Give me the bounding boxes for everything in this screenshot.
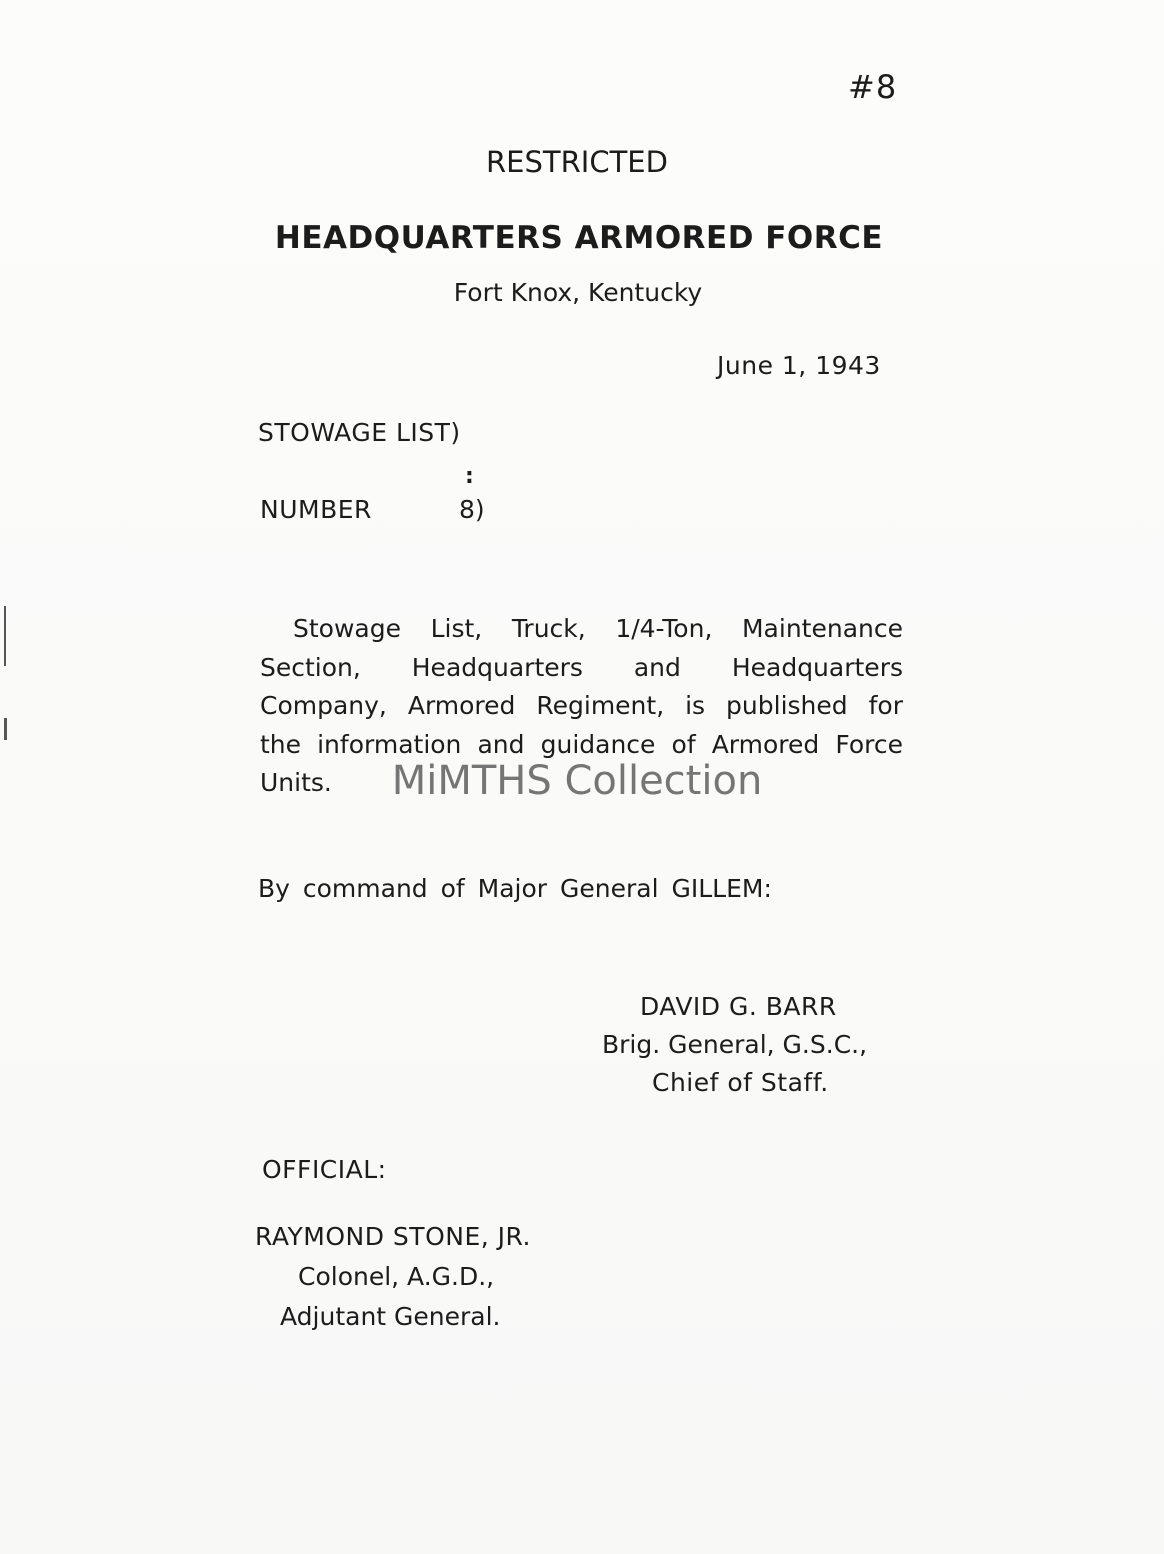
official-name: RAYMOND STONE, JR.: [255, 1222, 531, 1251]
page-number: #8: [848, 68, 898, 106]
signatory-title: Chief of Staff.: [652, 1068, 829, 1097]
stowage-list-label: STOWAGE LIST): [258, 418, 461, 447]
command-line: By command of Major General GILLEM:: [258, 874, 772, 903]
official-title: Adjutant General.: [280, 1302, 501, 1331]
body-paragraph: Stowage List, Truck, 1/4-Ton, Maintenance Section, Headquarters and Headquarters Company, Armored Regiment, is published for the information and guidance of Armored Force Units.: [260, 614, 903, 797]
classification-heading: RESTRICTED: [486, 145, 668, 179]
signatory-name: DAVID G. BARR: [640, 992, 837, 1021]
document-date: June 1, 1943: [717, 351, 881, 380]
stowage-number-label: NUMBER: [260, 495, 372, 524]
official-label: OFFICIAL:: [262, 1155, 387, 1184]
stowage-list-colon: :: [465, 464, 474, 489]
official-rank: Colonel, A.G.D.,: [298, 1262, 495, 1291]
scan-edge-mark: [4, 718, 7, 740]
watermark: MiMTHS Collection: [391, 758, 763, 804]
location-line: Fort Knox, Kentucky: [453, 278, 703, 307]
signatory-rank: Brig. General, G.S.C.,: [602, 1030, 868, 1059]
scan-edge-mark: [4, 606, 6, 666]
stowage-number-value: 8): [459, 495, 485, 524]
headquarters-title: HEADQUARTERS ARMORED FORCE: [274, 220, 884, 256]
